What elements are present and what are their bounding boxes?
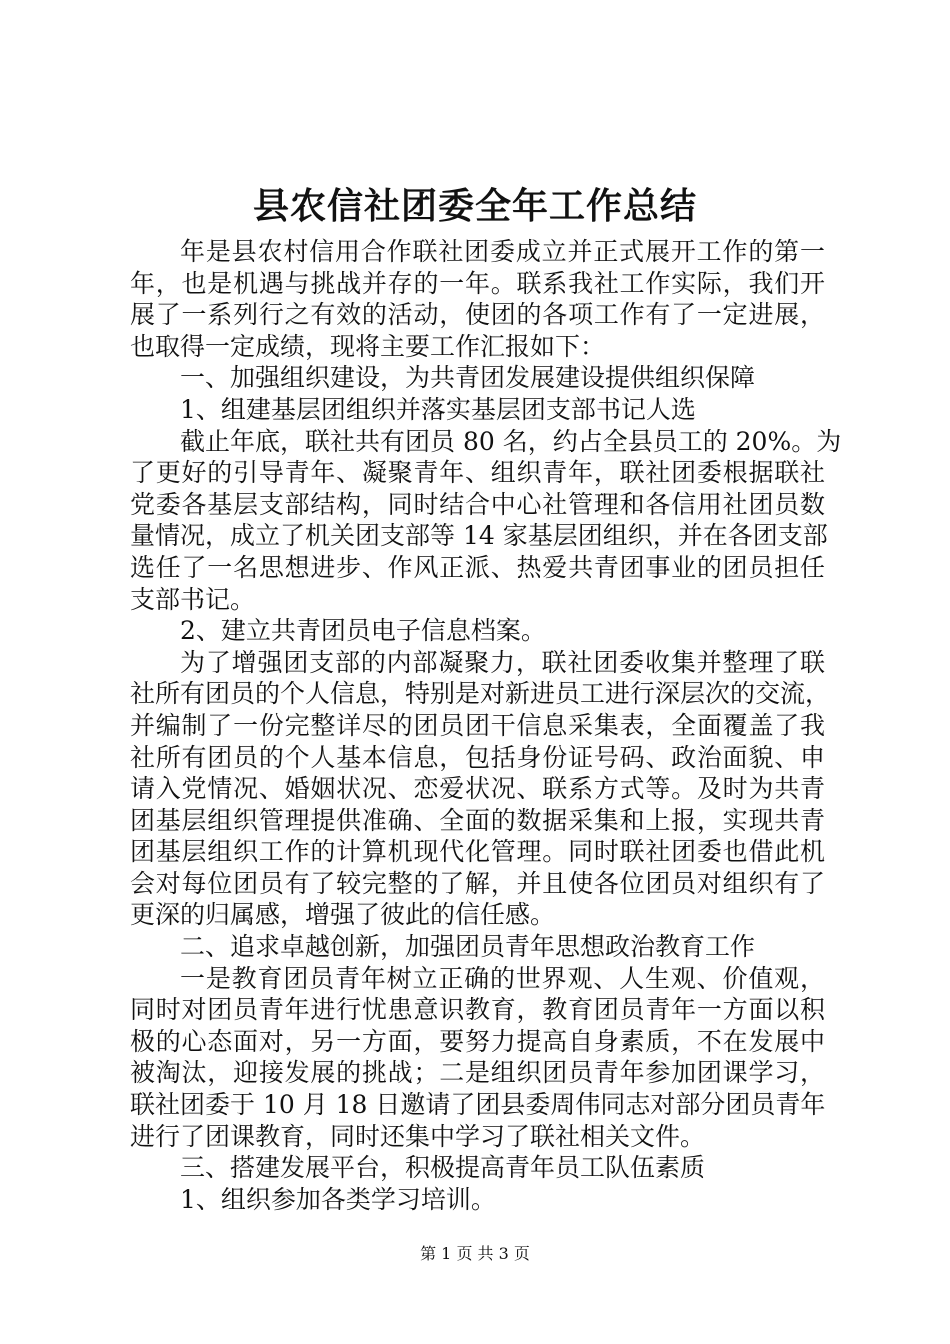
paragraph-line: 为了增强团支部的内部凝聚力，联社团委收集并整理了联 — [180, 647, 825, 677]
paragraph-line: 同时对团员青年进行忧患意识教育，教育团员青年一方面以积 — [130, 995, 825, 1025]
paragraph-line: 进行了团课教育，同时还集中学习了联社相关文件。 — [130, 1121, 706, 1151]
section-heading: 一、加强组织建设，为共青团发展建设提供组织保障 — [180, 363, 756, 393]
paragraph-line: 极的心态面对，另一方面，要努力提高自身素质，不在发展中 — [130, 1026, 825, 1056]
paragraph-line: 请入党情况、婚姻状况、恋爱状况、联系方式等。及时为共青 — [130, 774, 825, 804]
paragraph-line: 团基层组织管理提供准确、全面的数据采集和上报，实现共青 — [130, 805, 825, 835]
paragraph-line: 选任了一名思想进步、作风正派、热爱共青团事业的团员担任 — [130, 552, 825, 582]
paragraph-line: 了更好的引导青年、凝聚青年、组织青年，联社团委根据联社 — [130, 458, 825, 488]
subsection-heading: 2、建立共青团员电子信息档案。 — [180, 616, 546, 646]
paragraph-line: 党委各基层支部结构，同时结合中心社管理和各信用社团员数 — [130, 489, 825, 519]
paragraph-line: 展了一系列行之有效的活动，使团的各项工作有了一定进展， — [130, 300, 825, 330]
paragraph-line: 截止年底，联社共有团员 80 名，约占全县员工的 20%。为 — [180, 426, 842, 456]
paragraph-line: 量情况，成立了机关团支部等 14 家基层团组织，并在各团支部 — [130, 521, 828, 551]
paragraph-line: 团基层组织工作的计算机现代化管理。同时联社团委也借此机 — [130, 837, 825, 867]
paragraph-line: 也取得一定成绩，现将主要工作汇报如下： — [130, 331, 606, 361]
subsection-heading: 1、组建基层团组织并落实基层团支部书记人选 — [180, 394, 696, 424]
section-heading: 二、追求卓越创新，加强团员青年思想政治教育工作 — [180, 932, 756, 962]
paragraph-line: 社所有团员的个人基本信息，包括身份证号码、政治面貌、申 — [130, 742, 825, 772]
paragraph-line: 社所有团员的个人信息，特别是对新进员工进行深层次的交流， — [130, 679, 831, 709]
section-heading: 三、搭建发展平台，积极提高青年员工队伍素质 — [180, 1153, 706, 1183]
paragraph-line: 支部书记。 — [130, 584, 256, 614]
paragraph-line: 会对每位团员有了较完整的了解，并且使各位团员对组织有了 — [130, 868, 825, 898]
paragraph-line: 年，也是机遇与挑战并存的一年。联系我社工作实际，我们开 — [130, 268, 825, 298]
paragraph-line: 更深的归属感，增强了彼此的信任感。 — [130, 900, 556, 930]
paragraph-line: 联社团委于 10 月 18 日邀请了团县委周伟同志对部分团员青年 — [130, 1090, 826, 1120]
document-title: 县农信社团委全年工作总结 — [252, 186, 697, 227]
page-footer: 第 1 页 共 3 页 — [420, 1244, 530, 1263]
paragraph-line: 被淘汰，迎接发展的挑战；二是组织团员青年参加团课学习， — [130, 1058, 825, 1088]
paragraph-line: 年是县农村信用合作联社团委成立并正式展开工作的第一 — [180, 237, 825, 266]
paragraph-line: 一是教育团员青年树立正确的世界观、人生观、价值观， — [180, 963, 825, 993]
paragraph-line: 并编制了一份完整详尽的团员团干信息采集表，全面覆盖了我 — [130, 710, 825, 740]
subsection-heading: 1、组织参加各类学习培训。 — [180, 1184, 496, 1214]
document-body — [130, 236, 842, 1215]
